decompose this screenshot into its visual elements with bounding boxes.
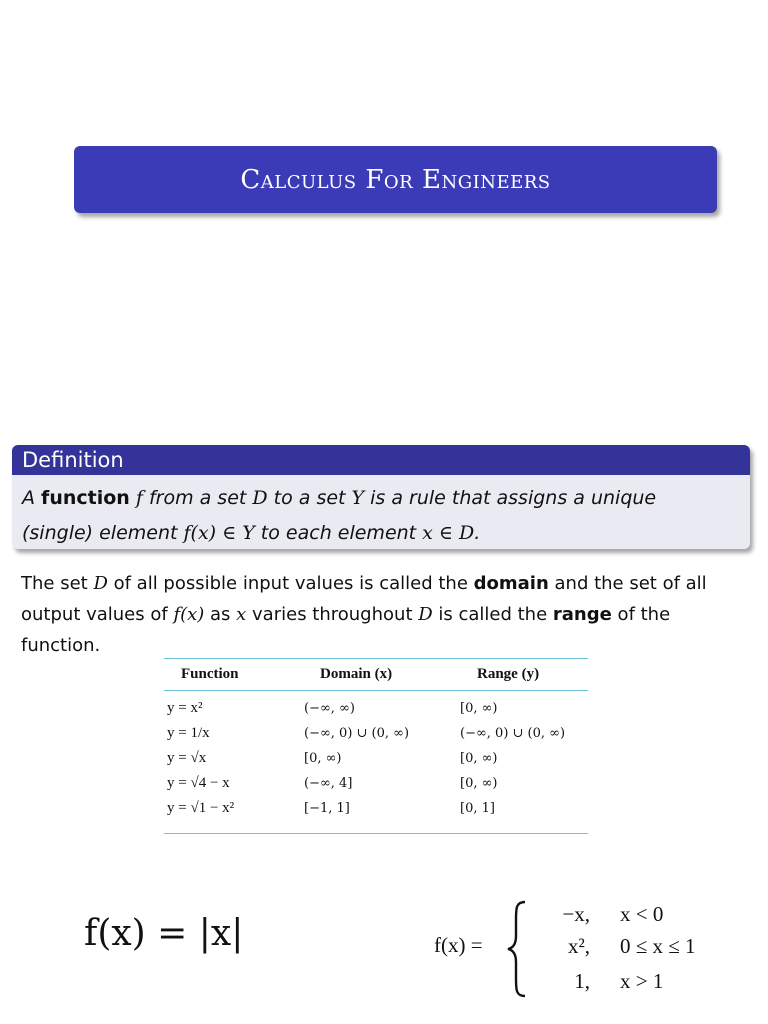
math-f: f — [135, 487, 143, 509]
para-text: and the set of all output values of — [21, 573, 707, 625]
table-row — [164, 771, 588, 796]
def-text: (single) element — [22, 522, 184, 544]
term-domain: domain — [473, 573, 549, 594]
title-banner — [74, 146, 717, 213]
header-function: Function — [181, 666, 239, 682]
cell-range: [0, ∞) — [460, 751, 498, 766]
piecewise-case — [530, 902, 750, 932]
cell-domain: (−∞, 4] — [304, 776, 353, 791]
math-D: D — [418, 604, 433, 625]
para-text: as — [204, 604, 237, 625]
case-cond: 0 ≤ x ≤ 1 — [620, 934, 696, 958]
cell-domain: (−∞, 0) ∪ (0, ∞) — [304, 726, 410, 741]
def-text: . — [474, 522, 481, 544]
math-fx: f(x) — [173, 604, 205, 625]
cell-function: y = √4 − x — [167, 775, 230, 791]
cell-domain: [−1, 1] — [304, 801, 350, 816]
cell-range: [0, 1] — [460, 801, 495, 816]
term-range: range — [552, 604, 612, 625]
piecewise-case — [530, 969, 750, 999]
math-D: D — [252, 487, 268, 509]
left-brace-icon — [506, 900, 528, 998]
cell-function: y = √1 − x² — [167, 800, 235, 816]
case-cond: x > 1 — [620, 969, 664, 993]
cell-function: y = 1/x — [167, 725, 210, 741]
para-text: is called the — [432, 604, 553, 625]
table-row — [164, 796, 588, 821]
case-expr: −x, — [562, 902, 590, 926]
para-text: of the function. — [21, 604, 671, 656]
header-domain: Domain (x) — [320, 666, 393, 682]
table-row — [164, 746, 588, 771]
def-text: to a set — [267, 487, 352, 509]
def-text: is a rule that assigns a unique — [364, 487, 657, 509]
absolute-value-formula: f(x) = |x| — [84, 913, 244, 954]
table-row — [164, 696, 588, 721]
table-body — [164, 691, 588, 833]
definition-block — [12, 445, 750, 549]
cell-function: y = x² — [167, 700, 203, 716]
piecewise-lhs: f(x) = — [434, 933, 483, 957]
def-text: to each element — [254, 522, 423, 544]
def-term-function: function — [41, 487, 130, 509]
cell-range: (−∞, 0) ∪ (0, ∞) — [460, 726, 566, 741]
case-expr: 1, — [574, 969, 590, 993]
case-expr: x², — [567, 934, 590, 958]
domain-range-paragraph — [21, 568, 741, 661]
piecewise-case — [530, 934, 750, 964]
table-header — [164, 659, 588, 691]
cell-range: [0, ∞) — [460, 701, 498, 716]
table-row — [164, 721, 588, 746]
definition-body — [12, 475, 750, 549]
math-x: x — [236, 604, 247, 625]
slide-title: Calculus For Engineers — [240, 164, 551, 195]
header-range: Range (y) — [477, 666, 540, 682]
piecewise-formula — [434, 898, 754, 998]
case-cond: x < 0 — [620, 902, 664, 926]
cell-range: [0, ∞) — [460, 776, 498, 791]
para-text: of all possible input values is called the — [107, 573, 474, 594]
math-fx-in-Y: f(x) ∈ Y — [183, 522, 255, 544]
def-text: from a set — [142, 487, 253, 509]
cell-domain: (−∞, ∞) — [304, 701, 355, 716]
math-D: D — [93, 573, 108, 594]
def-text: A — [22, 487, 42, 509]
para-text: varies throughout — [246, 604, 419, 625]
cell-domain: [0, ∞) — [304, 751, 342, 766]
para-text: The set — [21, 573, 94, 594]
definition-heading: Definition — [12, 445, 750, 475]
math-x-in-D: x ∈ D — [422, 522, 475, 544]
math-Y: Y — [351, 487, 365, 509]
function-table — [164, 658, 588, 834]
cell-function: y = √x — [167, 750, 207, 766]
